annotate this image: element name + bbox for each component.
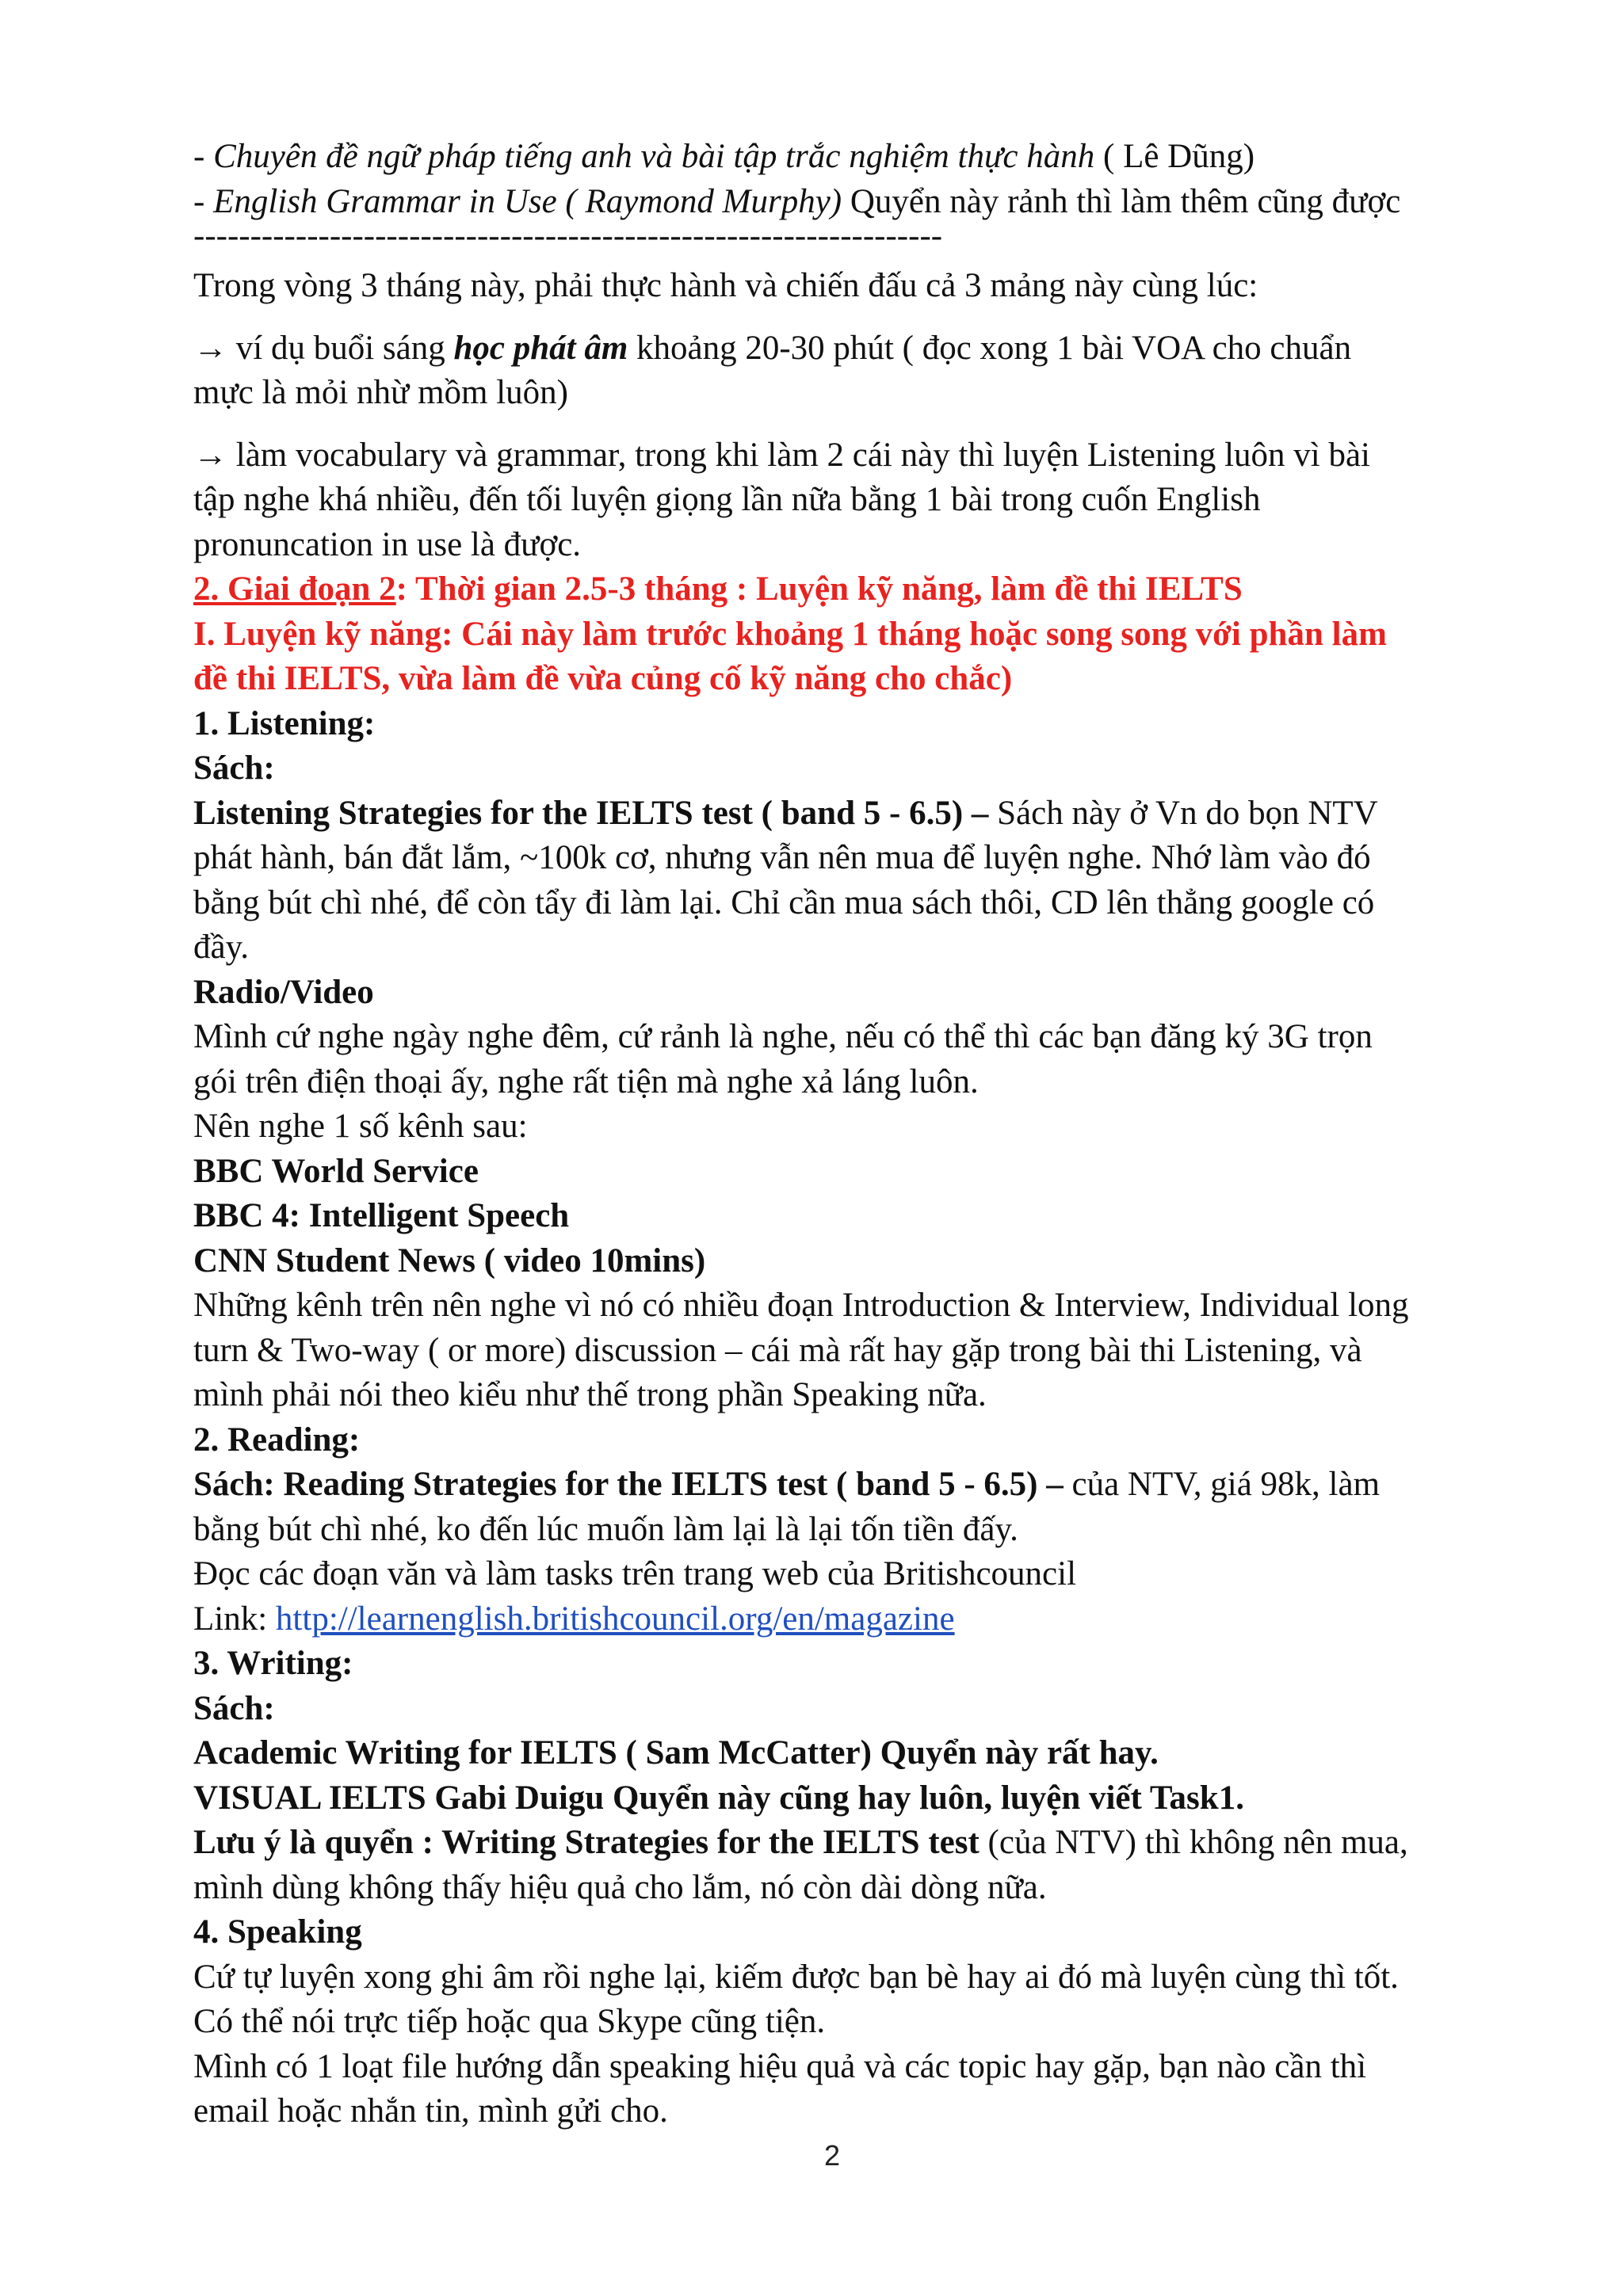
text: của NTV, giá 98k, làm xyxy=(1063,1466,1381,1503)
text-line: bằng bút chì nhé, để còn tẩy đi làm lại. Chỉ cần mua sách thôi, CD lên thẳng google có xyxy=(193,883,1375,921)
text-line: bằng bút chì nhé, ko đến lúc muốn làm lại là lại tốn tiền đấy. xyxy=(193,1510,1018,1548)
book-title: Sách: Reading Strategies for the IELTS test ( band 5 - 6.5) – xyxy=(193,1466,1064,1503)
text-line: phát hành, bán đắt lắm, ~100k cơ, nhưng vẫn nên mua để luyện nghe. Nhớ làm vào đó xyxy=(193,839,1371,876)
text-line: mực là mỏi nhừ mồm luôn) xyxy=(193,374,568,411)
text-line: pronuncation in use là được. xyxy=(193,525,582,563)
text-line: Những kênh trên nên nghe vì nó có nhiều đoạn Introduction & Interview, Individual long xyxy=(193,1287,1409,1324)
channel-name: BBC 4: Intelligent Speech xyxy=(193,1197,570,1234)
subheading: Sách: xyxy=(193,1689,275,1727)
book-line: Academic Writing for IELTS ( Sam McCatter) Quyển này rất hay. xyxy=(193,1734,1159,1772)
page-content xyxy=(193,135,1477,2134)
link-label: Link: xyxy=(193,1600,276,1638)
text-line: mình dùng không thấy hiệu quả cho lắm, nó còn dài dòng nữa. xyxy=(193,1868,1047,1906)
link-prefix[interactable]: htt xyxy=(275,1600,312,1638)
subheading: Sách: xyxy=(193,749,275,787)
section-heading xyxy=(193,567,1477,612)
arrow-icon: → xyxy=(193,329,227,367)
text-line: Trong vòng 3 tháng này, phải thực hành và chiến đấu cả 3 mảng này cùng lúc: xyxy=(193,267,1258,304)
magazine-link[interactable]: p://learnenglish.britishcouncil.org/en/magazine xyxy=(311,1600,955,1638)
text-line xyxy=(193,326,1477,372)
subheading-writing: 3. Writing: xyxy=(193,1645,353,1682)
text-line: turn & Two-way ( or more) discussion – cái mà rất hay gặp trong bài thi Listening, và xyxy=(193,1331,1362,1369)
section-heading: I. Luyện kỹ năng: Cái này làm trước khoảng 1 tháng hoặc song song với phần làm xyxy=(193,615,1387,653)
arrow-icon: → xyxy=(193,436,227,474)
text: làm vocabulary và grammar, trong khi làm 2 cái này thì luyện Listening luôn vì bài xyxy=(227,436,1370,474)
subheading-listening: 1. Listening: xyxy=(193,704,376,742)
text-line: Mình có 1 loạt file hướng dẫn speaking hiệu quả và các topic hay gặp, bạn nào cần thì xyxy=(193,2047,1367,2085)
book-line: VISUAL IELTS Gabi Duigu Quyển này cũng hay luôn, luyện viết Task1. xyxy=(193,1779,1244,1817)
text-line xyxy=(193,1821,1477,1866)
book-title: Chuyên đề ngữ pháp tiếng anh và bài tập trắc nghiệm thực hành xyxy=(213,138,1095,175)
text-line: đầy. xyxy=(193,929,250,966)
book-title: Lưu ý là quyển : Writing Strategies for the IELTS test xyxy=(193,1824,980,1861)
book-title: English Grammar in Use ( Raymond Murphy) xyxy=(213,182,842,220)
subheading: Radio/Video xyxy=(193,973,374,1011)
text-line: Nên nghe 1 số kênh sau: xyxy=(193,1108,528,1145)
emphasis: học phát âm xyxy=(453,329,628,367)
text: (của NTV) thì không nên mua, xyxy=(979,1824,1408,1861)
text-line: tập nghe khá nhiều, đến tối luyện giọng lần nữa bằng 1 bài trong cuốn English xyxy=(193,481,1261,518)
channel-name: BBC World Service xyxy=(193,1152,479,1190)
divider-line: ------------------------------------------------------------------ xyxy=(193,217,943,254)
text-line: Đọc các đoạn văn và làm tasks trên trang web của Britishcouncil xyxy=(193,1555,1077,1592)
text: Sách này ở Vn do bọn NTV xyxy=(988,794,1378,832)
text-line: Có thể nói trực tiếp hoặc qua Skype cũng tiện. xyxy=(193,2003,826,2040)
book-title: Listening Strategies for the IELTS test ( band 5 - 6.5) – xyxy=(193,794,989,832)
text-line: email hoặc nhắn tin, mình gửi cho. xyxy=(193,2092,668,2130)
text: khoảng 20-30 phút ( đọc xong 1 bài VOA cho chuẩn xyxy=(628,329,1352,367)
channel-name: CNN Student News ( video 10mins) xyxy=(193,1241,706,1280)
heading-text: : Thời gian 2.5-3 tháng : Luyện kỹ năng, làm đề thi IELTS xyxy=(395,570,1243,608)
heading-label: 2. Giai đoạn 2 xyxy=(193,570,396,608)
text-line xyxy=(193,791,1477,837)
text-line: Cứ tự luyện xong ghi âm rồi nghe lại, kiếm được bạn bè hay ai đó mà luyện cùng thì tốt. xyxy=(193,1958,1399,1996)
text-line: mình phải nói theo kiểu như thế trong phần Speaking nữa. xyxy=(193,1376,987,1413)
text-line: Mình cứ nghe ngày nghe đêm, cứ rảnh là nghe, nếu có thể thì các bạn đăng ký 3G trọn xyxy=(193,1018,1373,1055)
text-line xyxy=(193,433,1477,479)
subheading-speaking: 4. Speaking xyxy=(193,1913,362,1951)
text-line xyxy=(193,1463,1477,1508)
text: ( Lê Dũng) xyxy=(1094,138,1255,175)
text: ví dụ buổi sáng xyxy=(227,329,454,367)
text-line xyxy=(193,135,1477,180)
subheading-reading: 2. Reading: xyxy=(193,1421,361,1459)
text: - xyxy=(193,182,214,220)
section-heading: đề thi IELTS, vừa làm đề vừa củng cố kỹ năng cho chắc) xyxy=(193,660,1013,697)
text-line xyxy=(193,1597,1477,1642)
text: Quyển này rảnh thì làm thêm cũng được xyxy=(842,182,1401,220)
page-number: 2 xyxy=(823,2139,841,2172)
text-line: gói trên điện thoại ấy, nghe rất tiện mà nghe xả láng luôn. xyxy=(193,1062,979,1100)
text: - xyxy=(193,138,214,175)
